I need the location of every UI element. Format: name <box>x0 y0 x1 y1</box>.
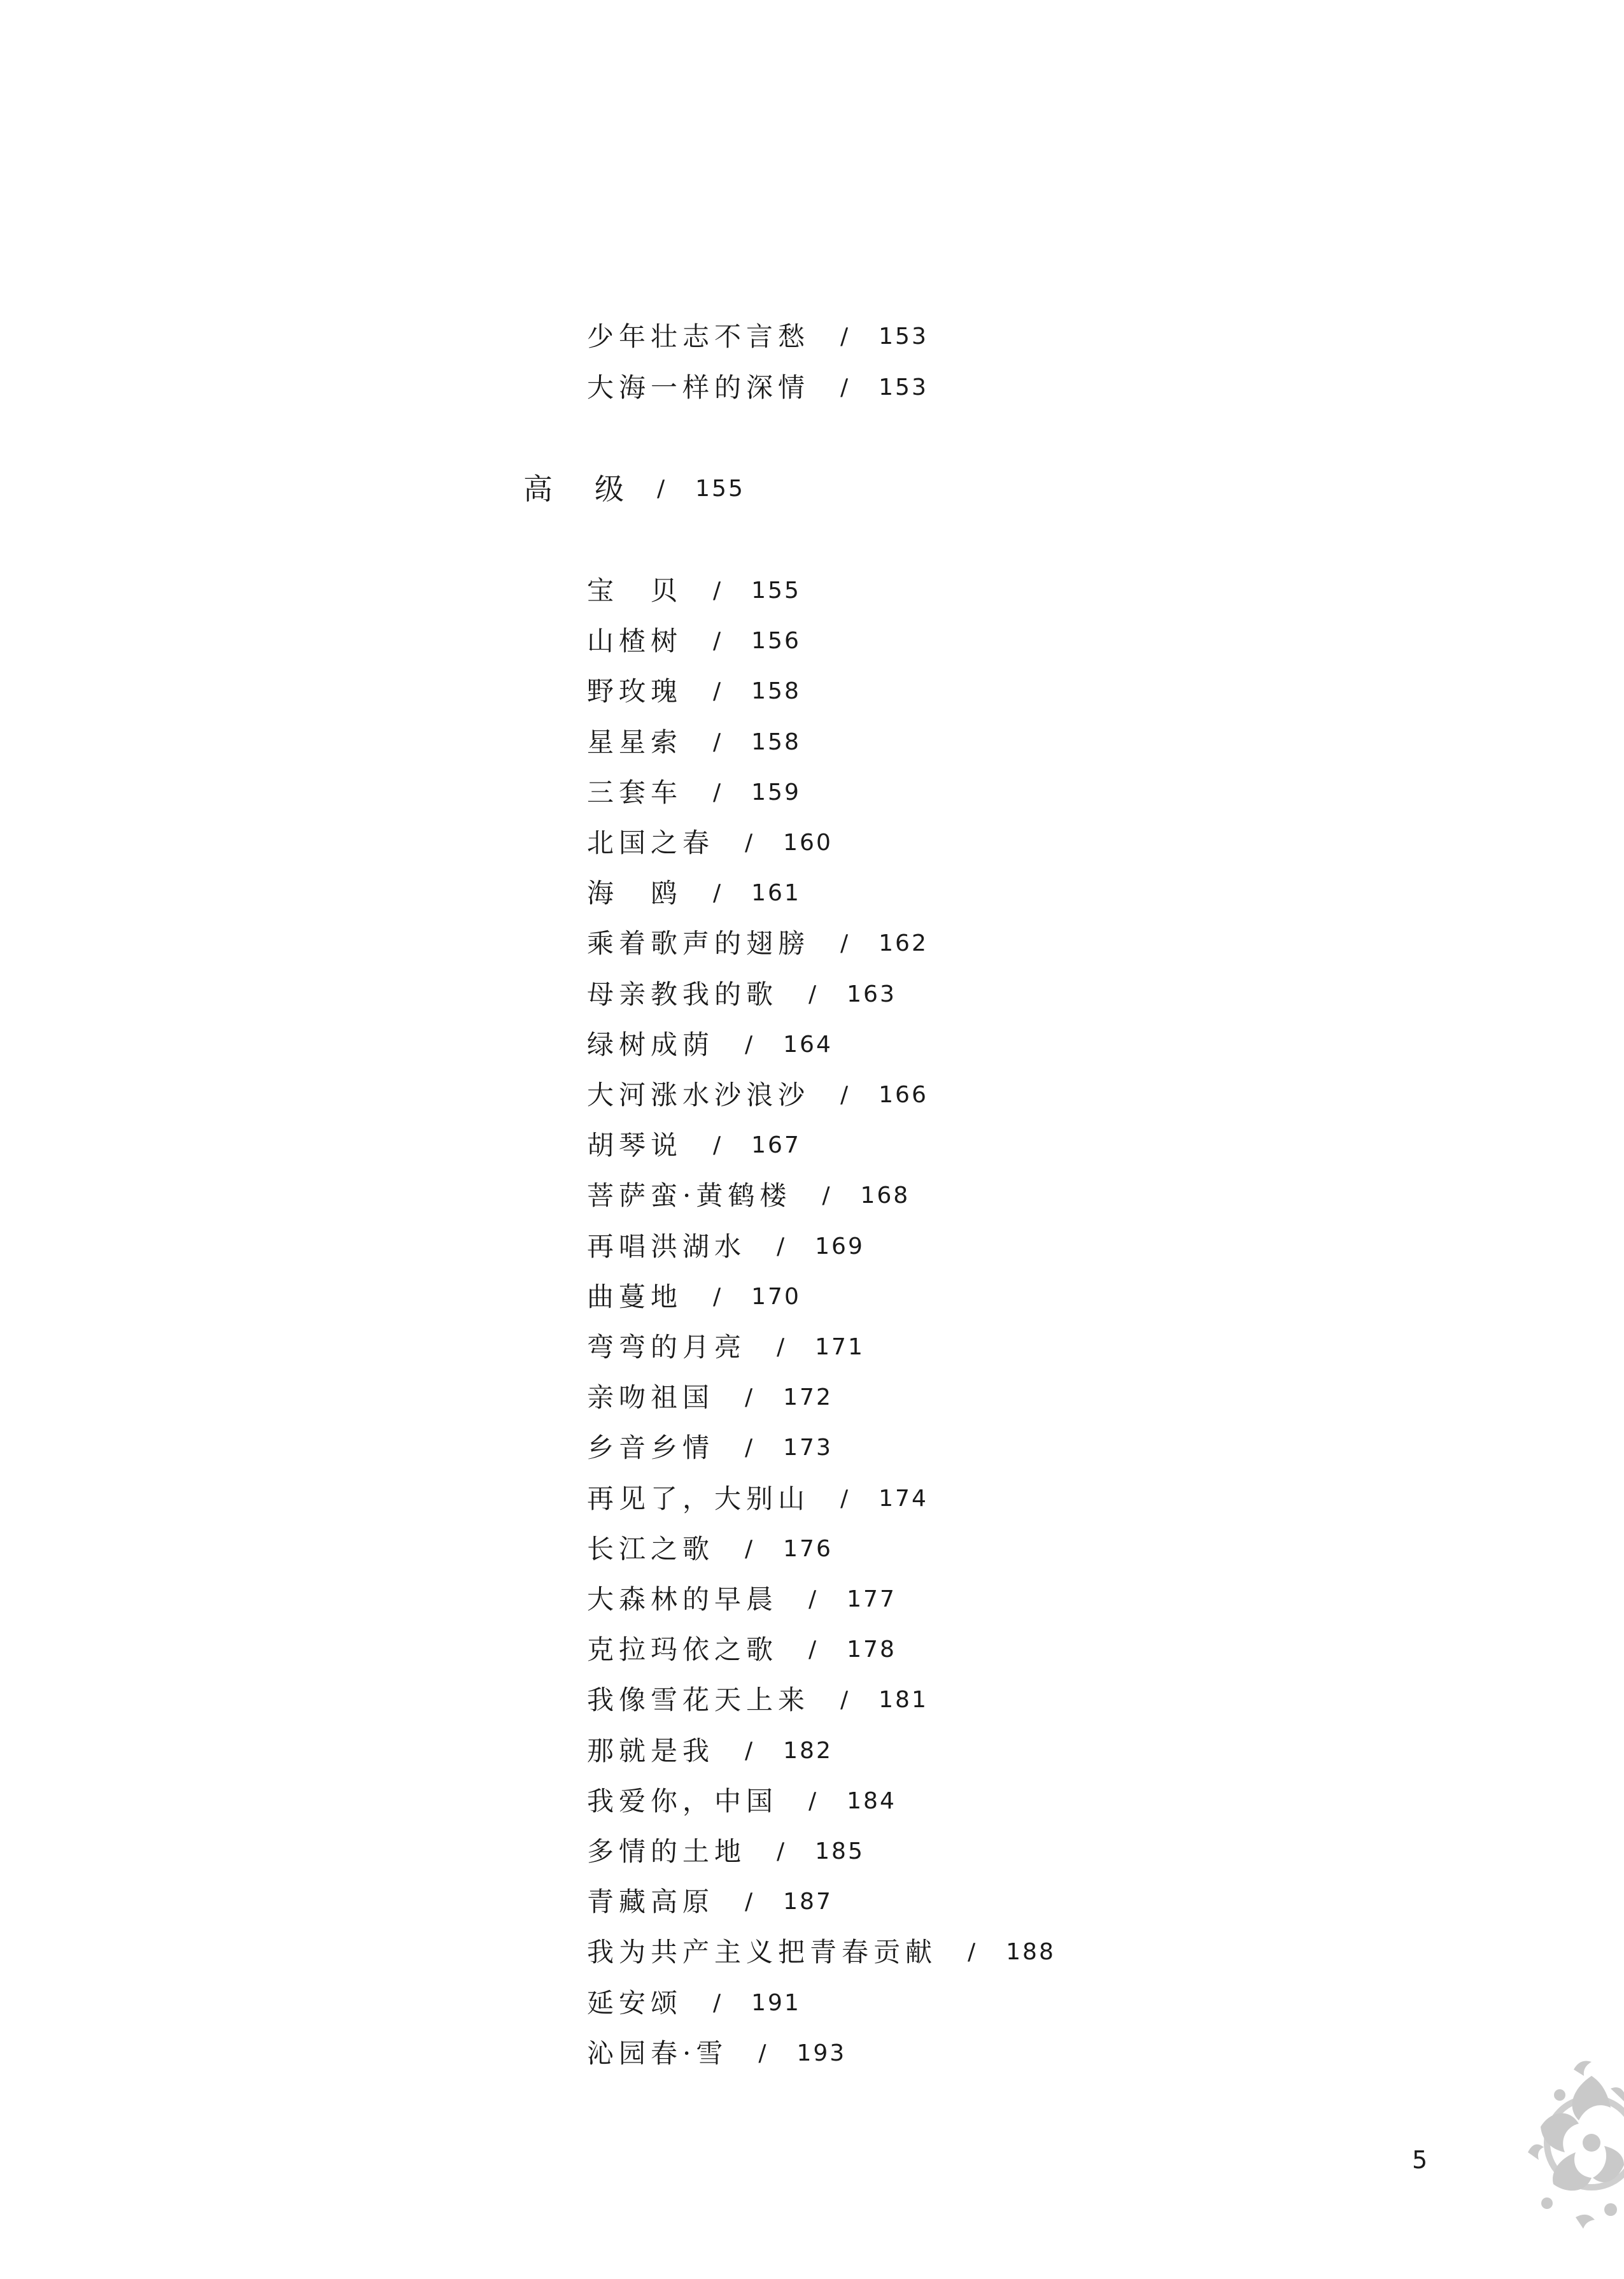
entry-page-number: 188 <box>1006 1939 1056 1965</box>
entry-separator: / <box>777 1233 785 1260</box>
entry-separator: / <box>745 1384 753 1410</box>
entry-separator: / <box>713 1990 721 2016</box>
toc-entry[interactable] <box>587 1483 928 1514</box>
entry-separator: / <box>713 729 721 755</box>
entry-separator: / <box>822 1182 830 1209</box>
toc-entry[interactable] <box>587 678 801 705</box>
toc-entry[interactable] <box>587 1331 865 1363</box>
entry-title: 母亲教我的歌 <box>587 979 779 1010</box>
entry-separator: / <box>840 1687 849 1713</box>
toc-entry[interactable] <box>587 1384 833 1411</box>
toc-entry[interactable] <box>587 1586 896 1613</box>
entry-page-number: 185 <box>815 1838 865 1864</box>
entry-title: 宝 贝 <box>587 575 683 606</box>
toc-entry[interactable] <box>587 1735 833 1766</box>
toc-entry[interactable] <box>587 877 801 909</box>
toc-entry[interactable] <box>587 1936 1056 1968</box>
toc-entry[interactable] <box>587 323 928 350</box>
entry-page-number: 153 <box>879 374 928 401</box>
entry-title: 胡琴说 <box>587 1130 683 1161</box>
entry-page-number: 181 <box>879 1687 928 1713</box>
toc-entry[interactable] <box>587 374 928 401</box>
toc-entry[interactable] <box>587 625 801 657</box>
toc-entry[interactable] <box>587 1029 833 1060</box>
entry-title: 青藏高原 <box>587 1886 715 1917</box>
entry-title: 克拉玛依之歌 <box>587 1634 779 1665</box>
entry-page-number: 155 <box>751 578 801 604</box>
entry-separator: / <box>840 930 849 956</box>
entry-title: 弯弯的月亮 <box>587 1331 747 1363</box>
entry-title: 再唱洪湖水 <box>587 1231 747 1262</box>
entry-page-number: 162 <box>879 930 928 956</box>
entry-title: 山楂树 <box>587 625 683 657</box>
toc-entry[interactable] <box>587 1886 833 1917</box>
entry-separator: / <box>840 1486 849 1512</box>
page-number: 5 <box>1412 2146 1428 2174</box>
entry-page-number: 163 <box>847 981 896 1007</box>
entry-page-number: 158 <box>751 678 801 704</box>
entry-page-number: 191 <box>751 1990 801 2016</box>
entry-title: 大河涨水沙浪沙 <box>587 1079 810 1111</box>
entry-separator: / <box>713 779 721 806</box>
entry-separator: / <box>808 1586 817 1612</box>
entry-page-number: 168 <box>860 1182 910 1209</box>
entry-title: 大森林的早晨 <box>587 1584 779 1615</box>
entry-separator: / <box>777 1838 785 1864</box>
toc-entry[interactable] <box>587 1684 928 1715</box>
entry-title: 长江之歌 <box>587 1533 715 1565</box>
entry-page-number: 176 <box>783 1536 833 1562</box>
toc-entry[interactable] <box>587 1079 928 1111</box>
entry-separator: / <box>745 1738 753 1764</box>
entry-page-number: 170 <box>751 1284 801 1310</box>
entry-page-number: 166 <box>879 1082 928 1108</box>
entry-separator: / <box>968 1939 976 1965</box>
entry-page-number: 184 <box>847 1788 896 1814</box>
entry-title: 星星索 <box>587 727 683 758</box>
entry-page-number: 187 <box>783 1889 833 1915</box>
entry-page-number: 177 <box>847 1586 896 1612</box>
toc-entry[interactable] <box>587 1533 833 1565</box>
toc-entry[interactable] <box>587 2040 846 2067</box>
entry-page-number: 169 <box>815 1233 865 1260</box>
entry-separator: / <box>840 374 849 401</box>
entry-title: 延安颂 <box>587 1987 683 2019</box>
entry-page-number: 161 <box>751 880 801 906</box>
entry-page-number: 178 <box>847 1636 896 1663</box>
toc-entry[interactable] <box>587 575 801 606</box>
entry-page-number: 172 <box>783 1384 833 1410</box>
toc-entry[interactable] <box>587 1281 801 1312</box>
entry-separator: / <box>713 628 721 654</box>
toc-entry[interactable] <box>587 1788 896 1815</box>
entry-separator: / <box>758 2040 766 2066</box>
entry-page-number: 173 <box>783 1435 833 1461</box>
entry-title: 大海一样的深情 <box>587 372 810 403</box>
entry-separator: / <box>840 1082 849 1108</box>
entry-separator: / <box>713 578 721 604</box>
entry-separator: / <box>745 1889 753 1915</box>
entry-page-number: 164 <box>783 1032 833 1058</box>
entry-separator: / <box>713 1132 721 1158</box>
entry-title: 再见了，大别山 <box>587 1483 810 1514</box>
entry-page-number: 182 <box>783 1738 833 1764</box>
entry-separator: / <box>745 1435 753 1461</box>
entry-title: 乘着歌声的翅膀 <box>587 928 810 959</box>
entry-separator: / <box>777 1334 785 1360</box>
entry-title: 北国之春 <box>587 827 715 858</box>
entry-separator: / <box>713 1284 721 1310</box>
entry-separator: / <box>745 830 753 856</box>
entry-separator: / <box>808 981 817 1007</box>
entry-title: 那就是我 <box>587 1735 715 1766</box>
entry-title: 曲蔓地 <box>587 1281 683 1312</box>
entry-separator: / <box>713 880 721 906</box>
entry-separator: / <box>808 1636 817 1663</box>
entry-separator: / <box>840 323 849 350</box>
entry-title: 高 级 <box>523 472 630 506</box>
entry-title: 野玫瑰 <box>587 676 683 707</box>
section-heading[interactable] <box>523 474 745 504</box>
entry-page-number: 174 <box>879 1486 928 1512</box>
entry-page-number: 193 <box>796 2040 847 2066</box>
entry-page-number: 153 <box>879 323 928 350</box>
entry-title: 少年壮志不言愁 <box>587 321 810 352</box>
entry-page-number: 167 <box>751 1132 801 1158</box>
toc-entry[interactable] <box>587 1233 865 1260</box>
toc-entry[interactable] <box>587 729 801 756</box>
entry-title: 绿树成荫 <box>587 1029 715 1060</box>
entry-title: 沁园春·雪 <box>587 2038 728 2069</box>
toc-entry[interactable] <box>587 1838 865 1865</box>
toc-entry[interactable] <box>587 1636 896 1663</box>
toc-entry[interactable] <box>587 827 833 858</box>
entry-title: 亲吻祖国 <box>587 1382 715 1413</box>
entry-title: 海 鸥 <box>587 877 683 909</box>
entry-separator: / <box>808 1788 817 1814</box>
entry-page-number: 159 <box>751 779 801 806</box>
entry-page-number: 158 <box>751 729 801 755</box>
toc-entry[interactable] <box>587 981 896 1008</box>
entry-separator: / <box>657 476 665 502</box>
entry-title: 多情的土地 <box>587 1836 747 1867</box>
entry-separator: / <box>745 1032 753 1058</box>
toc-entry[interactable] <box>587 1182 910 1209</box>
toc-entry[interactable] <box>587 930 928 957</box>
toc-entry[interactable] <box>587 1987 801 2019</box>
entry-separator: / <box>713 678 721 704</box>
toc-entry[interactable] <box>587 779 801 806</box>
toc-entry[interactable] <box>587 1432 833 1463</box>
entry-title: 菩萨蛮·黄鹤楼 <box>587 1180 792 1211</box>
entry-title: 我爱你，中国 <box>587 1786 779 1817</box>
entry-title: 乡音乡情 <box>587 1432 715 1463</box>
entry-separator: / <box>745 1536 753 1562</box>
floral-ornament-icon <box>1515 2050 1624 2235</box>
entry-title: 我为共产主义把青春贡献 <box>587 1936 938 1968</box>
entry-page-number: 160 <box>783 830 833 856</box>
entry-title: 三套车 <box>587 777 683 808</box>
entry-page-number: 171 <box>815 1334 865 1360</box>
toc-entry[interactable] <box>587 1132 801 1159</box>
entry-page-number: 156 <box>751 628 801 654</box>
entry-page-number: 155 <box>695 476 745 502</box>
entry-title: 我像雪花天上来 <box>587 1684 810 1715</box>
